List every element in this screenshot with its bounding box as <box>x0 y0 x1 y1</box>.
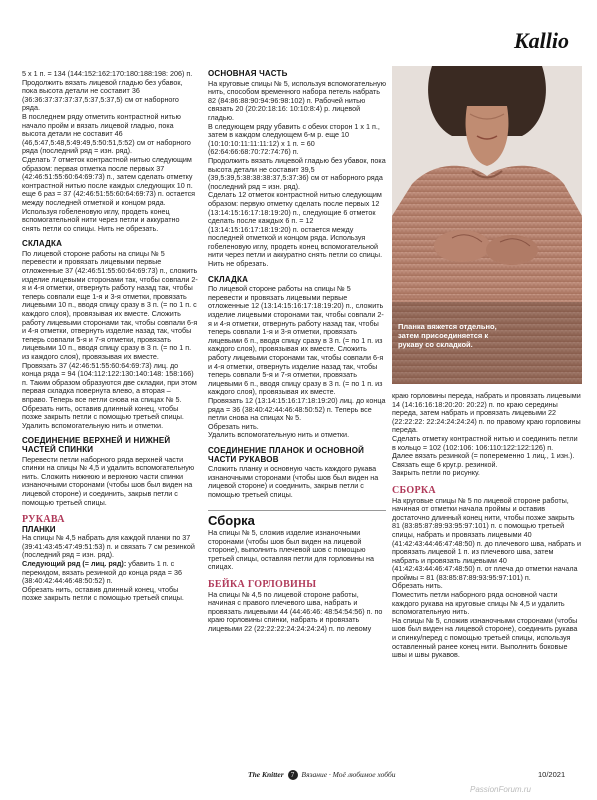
paragraph: Сделать 7 отметок контрастной нитью следующим образом: первая отметка после первых 37 (42:46:51:55:60:64:69:73) п., затем сделать отметку контрастной нитью после каждых следующих 10 п. еще 6 раз = 37 (42:46:51:55:60:64:69:73) п. остается между последней отметкой и концом ряда. Используя гобеленовую иглу, продеть конец вспомогательной нити через петли и аккуратно снять петли со спицы. Нить не обрезать. <box>22 154 196 233</box>
main-section-heading: Сборка <box>208 510 386 526</box>
section-heading: СОЕДИНЕНИЕ ПЛАНОК И ОСНОВНОЙ ЧАСТИ РУКАВОВ <box>208 445 365 464</box>
column-3 <box>392 392 582 660</box>
paragraph: Связать еще 6 круг.р. резинкой. <box>392 459 498 469</box>
paragraph: Провязать 37 (42:46:51:55:60:64:69:73) лиц. до конца ряда = 94 (104:112:122:130:140:148: 158:166) п. Таким образом образуются две складки, при этом первая складка повернута влево, а вторая – вправо. Теперь все петли снова на спицах № 5. <box>22 360 197 404</box>
section-heading: СКЛАДКА <box>208 274 249 284</box>
paragraph: Нить не обрезать. <box>208 259 269 269</box>
bold-lead: Следующий ряд (= лиц. ряд): <box>22 559 127 569</box>
paragraph: Перевести петли наборного ряда верхней части спинки на спицы № 4,5 и удалить вспомогательную нить. Сложить нижнюю и верхнюю части спинки изнаночными сторонами (чтобы шов был виден на лицевой стороне) и соединить, закрыв петли с помощью третьей спицы. <box>22 454 195 507</box>
paragraph: 5 х 1 п. = 134 (144:152:162:170:180:188:198: 206) п. <box>22 69 193 78</box>
paragraph: На круговые спицы № 5, используя вспомогательную нить, способом временного набора петель набрать 82 (84:86:88:90:94:96:98:102) п. Рабочей нитью связать 20 (20:20:18:16: 10:10:8:4) р. лицевой гладью. <box>208 78 386 122</box>
paragraph: Сложить планку и основную часть каждого рукава изнаночными сторонами (чтобы шов был виден на лицевой стороне) и соединить, закрыв петли с помощью третьей спицы. <box>208 464 379 499</box>
footer-magazine-info <box>248 770 396 780</box>
paragraph: Продолжить вязать лицевой гладью без убавок, пока высота детали не составит 36 (36:36:37:37:37:37,5:37,5:37,5) см от наборного ряда. <box>22 77 183 113</box>
paragraph: На круговые спицы № 5 по лицевой стороне работы, начиная от отметки начала проймы и оставив достаточно длинный конец нити, чтобы позже закрыть 81 (83:85:87:89:93:95:97:101) п. с помощью третьей спицы, набрать и провязать лицевыми 40 (41:42:43:44:46:47:48:50) п. до плечевого шва, набрать и провязать лицевой 1 п. из плечевого шва, затем набрать и провязать лицевыми 40 (41:42:43:44:46:47:48:50) п. от плеча до отметки начала проймы = 81 (83:85:87:89:93:95:97:101) п. <box>392 495 582 582</box>
section-heading-accent: СБОРКА <box>392 484 436 496</box>
paragraph: Продолжить вязать лицевой гладью без убавок, пока высота детали не составит 39,5 (39,5:39,5:38:38:38:37,5:37:36) см от наборного ряда (последний ряд = изн. ряд). <box>208 155 386 191</box>
paragraph: краю горловины переда, набрать и провязать лицевыми 14 (14:16:16:18:20:20: 20:22) п. по краю середины переда, затем набрать и провязать лицевыми 22 (22:22:22: 22:24:24:24:24) п. по правому краю горловины переда. <box>392 391 581 435</box>
column-2 <box>208 70 386 634</box>
section-heading-accent: РУКАВА <box>22 514 65 526</box>
paragraph: В последнем ряду отметить контрастной нитью начало пройм и вязать лицевой гладью, пока высота детали не составит 46 (46,5:47,5:48,5:49:49,5:50:51,5:52) см от наборного ряда (последний ряд = изн. ряд). <box>22 111 191 156</box>
magazine-brand-title: Kallio <box>513 28 569 53</box>
paragraph: Удалить вспомогательную нить и отметки. <box>208 430 350 440</box>
paragraph: Обрезать нить, оставив длинный конец, чтобы позже закрыть петли с помощью третьей спицы. <box>22 403 184 422</box>
paragraph: Поместить петли наборного ряда основной части каждого рукава на круговые спицы № 4,5 и удалить вспомогательную нить. <box>392 590 565 617</box>
photo-caption: Планка вяжется отдельно, затем присоединяется к рукаву со складкой. <box>398 322 497 349</box>
paragraph: Провязать 12 (13:14:15:16:17:18:19:20) лиц. до конца ряда = 36 (38:40:42:44:46:48:50:52) п. Теперь все петли снова на спицах № 5. <box>208 395 386 423</box>
paragraph: Обрезать нить, оставив длинный конец, чтобы позже закрыть петли с помощью третьей спицы. <box>22 584 184 603</box>
page-number: 7 <box>288 770 298 780</box>
paragraph: На спицы № 4,5 по лицевой стороне работы, начиная с правого плечевого шва, набрать и провязать лицевыми 44 (44:46:46: 48:54:54:56) п. по краю горловины спинки, набрать и провязать лицевыми 22 (22:22:22:24:24:24:24) п. по левому <box>208 589 383 634</box>
section-heading-accent: БЕЙКА ГОРЛОВИНЫ <box>208 579 317 591</box>
paragraph: На спицы № 5, сложив изделие изнаночными сторонами (чтобы шов был виден на лицевой стороне), выполнить плечевой шов с помощью третьей спицы, оставляя петли для горловины на спицах. <box>208 528 374 572</box>
paragraph: По лицевой стороне работы на спицы № 5 перевести и провязать лицевыми первые отложенные 12 (13:14:15:16:17:18:19:20) п., сложить изделие лицевыми сторонами так, чтобы совпали 2-я и 4-я отметки, отвернуть работу назад так, чтобы теперь совпали 1-я и 3-я отметки, провязать лицевыми 6 п., вводя спицу сразу в 3 п. (= по 1 п. из каждого слоя), провязывая их вместе. Сложить работу лицевыми сторонами так, чтобы совпали 6-я и 4-я отметки, отвернуть изделие назад так, чтобы теперь совпали 5-я и 7-я отметки, провязать лицевыми 6 п., вводя спицу сразу в 3 п. (= по 1 п. из каждого слоя), провязывая их вместе. <box>208 284 384 397</box>
paragraph-text: убавить 1 п. с перекидом, вязать резинкой до конца ряда = 36 (38:40:42:44:46:48:50:52) п. <box>22 559 182 586</box>
section-heading: ОСНОВНАЯ ЧАСТЬ <box>208 69 288 78</box>
footer-slogan: Вязание · Моё любимое хобби <box>301 770 396 779</box>
issue-date: 10/2021 <box>538 770 566 779</box>
column-1 <box>22 70 198 603</box>
paragraph: На спицы № 5, сложив изнаночными сторонами (чтобы шов был виден на лицевой стороне), соединить рукава и спинку/перед с помощью третьей спицы, используя оставленный ранее конец нити. Выполнить боковые швы и швы рукавов. <box>392 615 578 660</box>
paragraph: Закрыть петли по рисунку. <box>392 468 480 478</box>
paragraph: В следующем ряду убавить с обеих сторон 1 х 1 п., затем в каждом следующем 6-м р. еще 10 (10:10:10:11:11:11:12) х 1 п. = 60 (62:64:66:68:70:72:74:76) п. <box>208 121 380 157</box>
section-heading: СОЕДИНЕНИЕ ВЕРХНЕЙ И НИЖНЕЙ ЧАСТЕЙ СПИНКИ <box>22 436 171 454</box>
footer-magazine-name: The Knitter <box>248 770 284 779</box>
paragraph: Сделать 12 отметок контрастной нитью следующим образом: первую отметку сделать после первых 12 (13:14:15:16:17:18:19:20) п., следующие 6 отметок сделать после каждых 6 п. = 12 (13:14:15:16:17:18:19:20) п. остается между последней отметкой и концом ряда. Используя гобеленовую иглу, продеть конец вспомогательной нити через петли и аккуратно снять петли со спицы. <box>208 190 383 260</box>
paragraph: По лицевой стороне работы на спицы № 5 перевести и провязать лицевыми первые отложенные 37 (42:46:51:55:60:64:69:73) п., сложить изделие лицевыми сторонами так, чтобы совпали 2-я и 4-я отметки, отвернуть работу назад так, чтобы теперь совпали еще 1-я и 3-я отметки, провязать лицевыми 10 п., вводя спицу сразу в 3 п. (= по 1 п. с каждого слоя), провязывая их вместе. Сложить работу лицевыми сторонами так, чтобы совпали 6-я и 4-я отметки, отвернуть изделие назад так, чтобы теперь совпали 5-я и 7-я отметки, провязать лицевыми 10 п., вводя спицу сразу в 3 п. (= по 1 п. из каждого слоя), провязывая их вместе. <box>22 248 198 361</box>
paragraph: Обрезать нить. <box>208 421 259 431</box>
subsection-heading: ПЛАНКИ <box>22 524 56 534</box>
paragraph: Далее вязать резинкой (= попеременно 1 лиц., 1 изн.). <box>392 451 575 461</box>
paragraph: Удалить вспомогательную нить и отметки. <box>22 420 164 430</box>
paragraph: На спицы № 4,5 набрать для каждой планки по 37 (39:41:43:45:47:49:51:53) п. и связать 7 см резинкой (последний ряд = изн. ряд). <box>22 533 195 560</box>
paragraph: Сделать отметку контрастной нитью и соединить петли в кольцо = 102 (102:106: 106:110:122:122:126) п. <box>392 433 578 452</box>
watermark-site: PassionForum.ru <box>470 785 531 794</box>
paragraph: Обрезать нить. <box>392 581 443 591</box>
paragraph <box>22 560 198 586</box>
section-heading: СКЛАДКА <box>22 239 63 249</box>
